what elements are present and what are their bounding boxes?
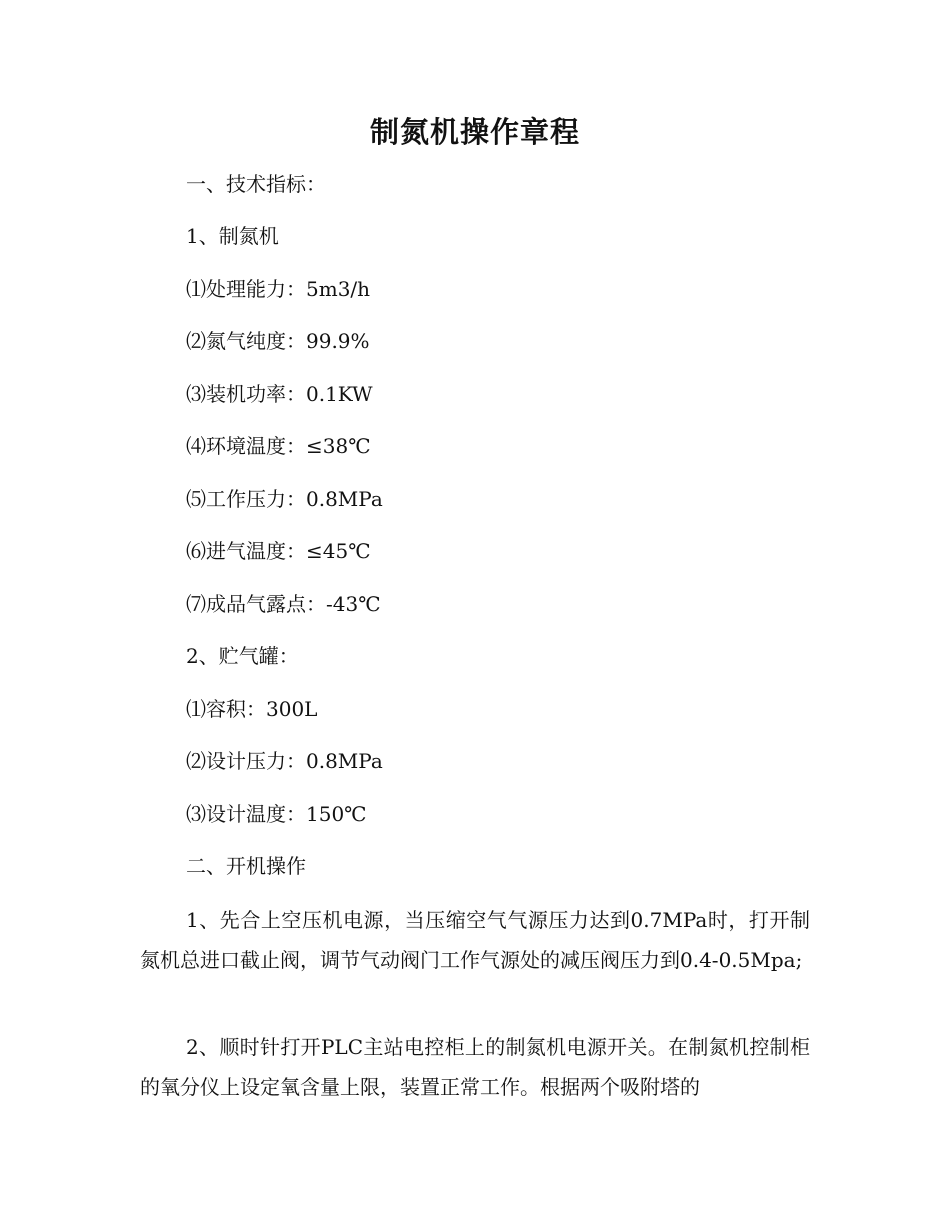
spec-line-working-pressure: ⑸工作压力：0.8MPa xyxy=(186,487,383,511)
tank-line-design-pressure: ⑵设计压力：0.8MPa xyxy=(186,749,383,773)
startup-step-2: 2、顺时针打开PLC主站电控柜上的制氮机电源开关。在制氮机控制柜的氧分仪上设定氧含量上限，装置正常工作。根据两个吸附塔的 xyxy=(140,1035,810,1099)
section-heading-startup: 二、开机操作 xyxy=(186,854,306,878)
tank-line-volume: ⑴容积：300L xyxy=(186,697,318,721)
spec-line-inlet-temp: ⑹进气温度：≤45℃ xyxy=(186,539,371,563)
spec-line-power: ⑶装机功率：0.1KW xyxy=(186,382,373,406)
tank-line-design-temp: ⑶设计温度：150℃ xyxy=(186,802,367,826)
section-heading-tech-specs: 一、技术指标： xyxy=(186,172,326,196)
spec-line-capacity: ⑴处理能力：5m3/h xyxy=(186,277,371,301)
document-title: 制氮机操作章程 xyxy=(369,115,580,149)
subsection-gas-tank: 2、贮气罐： xyxy=(186,644,299,668)
startup-step-1: 1、先合上空压机电源，当压缩空气气源压力达到0.7MPa时，打开制氮机总进口截止阀，调节气动阀门工作气源处的减压阀压力到0.4-0.5Mpa; xyxy=(140,908,810,972)
subsection-nitrogen-generator: 1、制氮机 xyxy=(186,224,279,248)
spec-line-purity: ⑵氮气纯度：99.9% xyxy=(186,329,370,353)
spec-line-ambient-temp: ⑷环境温度：≤38℃ xyxy=(186,434,371,458)
spec-line-dew-point: ⑺成品气露点：-43℃ xyxy=(186,592,381,616)
